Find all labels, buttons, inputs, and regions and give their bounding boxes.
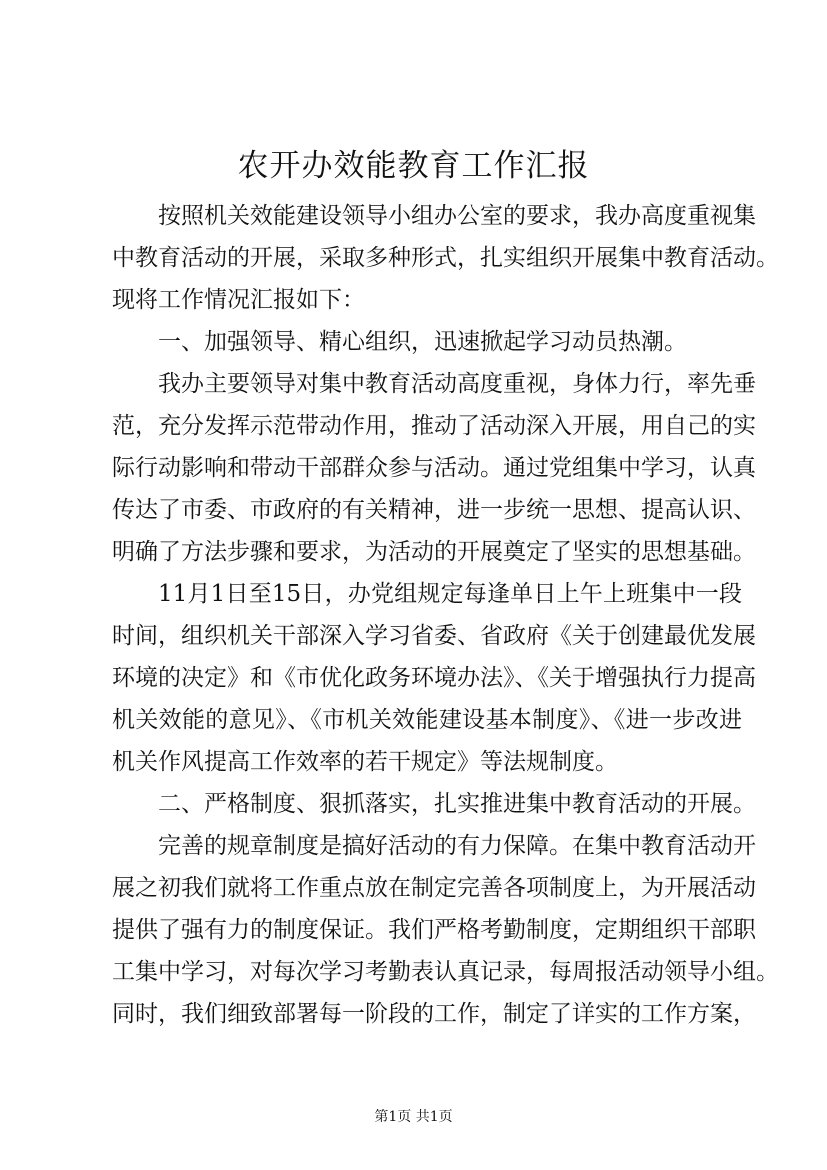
text-line: 我办主要领导对集中教育活动高度重视，身体力行，率先垂 bbox=[158, 371, 756, 397]
document-title: 农开办效能教育工作汇报 bbox=[237, 148, 590, 184]
text-line: 11月1日至15日，办党组规定每逢单日上午上班集中一段 bbox=[158, 581, 742, 607]
text-line: 展之初我们就将工作重点放在制定完善各项制度上，为开展活动 bbox=[112, 875, 756, 901]
text-line: 同时，我们细致部署每一阶段的工作，制定了详实的工作方案， bbox=[112, 1001, 756, 1027]
text-line: 现将工作情况汇报如下： bbox=[112, 287, 365, 313]
text-line: 中教育活动的开展，采取多种形式，扎实组织开展集中教育活动。 bbox=[112, 245, 779, 271]
text-line: 工集中学习，对每次学习考勤表认真记录，每周报活动领导小组。 bbox=[112, 959, 779, 985]
text-line: 完善的规章制度是搞好活动的有力保障。在集中教育活动开 bbox=[158, 833, 756, 859]
document-body bbox=[112, 195, 779, 1035]
text-line: 范，充分发挥示范带动作用，推动了活动深入开展，用自己的实 bbox=[112, 413, 756, 439]
text-line: 际行动影响和带动干部群众参与活动。通过党组集中学习，认真 bbox=[112, 455, 756, 481]
text-line: 时间，组织机关干部深入学习省委、省政府《关于创建最优发展 bbox=[112, 623, 756, 649]
text-line: 机关效能的意见》、《市机关效能建设基本制度》、《进一步改进 bbox=[112, 707, 742, 733]
text-line: 提供了强有力的制度保证。我们严格考勤制度，定期组织干部职 bbox=[112, 917, 756, 943]
text-line: 机关作风提高工作效率的若干规定》等法规制度。 bbox=[112, 749, 618, 775]
page-number: 第1页 共1页 bbox=[374, 1109, 453, 1125]
text-line: 环境的决定》和《市优化政务环境办法》、《关于增强执行力提高 bbox=[112, 665, 756, 691]
section-heading: 一、加强领导、精心组织，迅速掀起学习动员热潮。 bbox=[158, 329, 687, 355]
text-line: 按照机关效能建设领导小组办公室的要求，我办高度重视集 bbox=[158, 203, 756, 229]
text-line: 明确了方法步骤和要求，为活动的开展奠定了坚实的思想基础。 bbox=[112, 539, 756, 565]
text-line: 传达了市委、市政府的有关精神，进一步统一思想、提高认识、 bbox=[112, 497, 756, 523]
section-heading: 二、严格制度、狠抓落实，扎实推进集中教育活动的开展。 bbox=[158, 791, 756, 817]
